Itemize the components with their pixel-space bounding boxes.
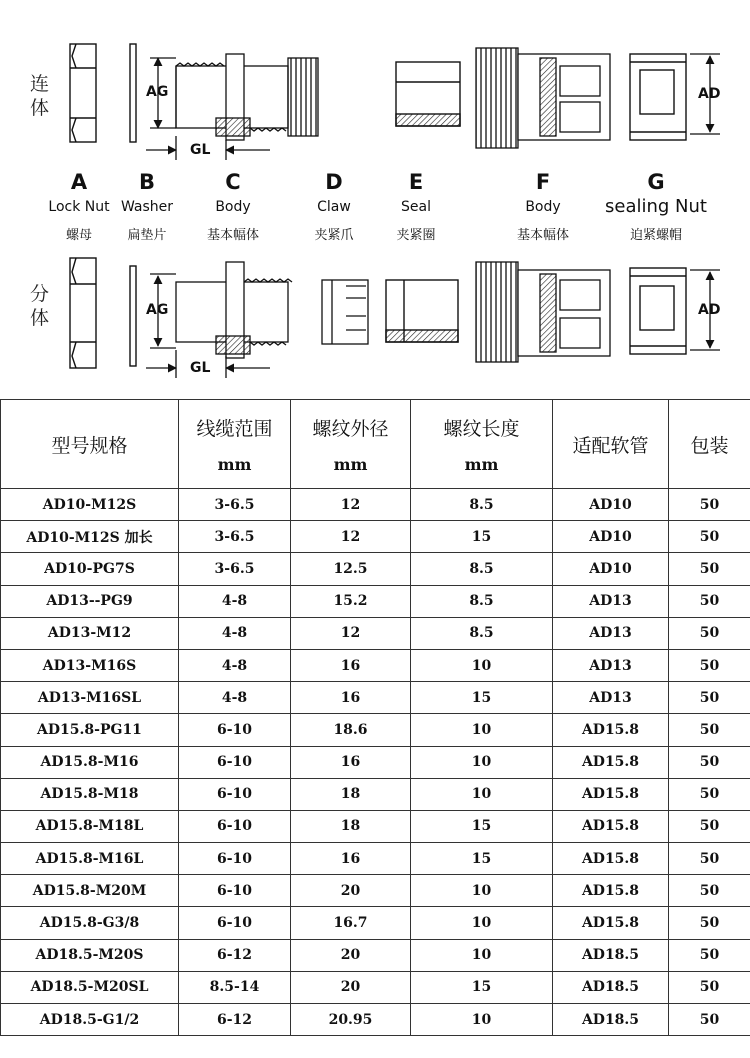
cell-package: 50	[669, 649, 750, 681]
cell-hose: AD18.5	[553, 1004, 669, 1036]
cell-cable-range: 8.5-14	[179, 971, 291, 1003]
cell-hose: AD13	[553, 682, 669, 714]
cell-hose: AD10	[553, 521, 669, 553]
cell-thread-diameter: 15.2	[291, 585, 411, 617]
header-label: 适配软管	[572, 434, 649, 457]
cell-thread-length: 8.5	[411, 553, 553, 585]
table-row	[1, 843, 750, 875]
table-row	[1, 649, 750, 681]
part-name-cn: 螺母	[65, 228, 92, 243]
cell-model: AD18.5-M20S	[1, 939, 179, 971]
cell-cable-range: 6-12	[179, 1004, 291, 1036]
cell-thread-length: 15	[411, 521, 553, 553]
part-letter: C	[225, 170, 241, 194]
cell-thread-length: 15	[411, 810, 553, 842]
cell-package: 50	[669, 553, 750, 585]
table-row	[1, 682, 750, 714]
cell-cable-range: 6-10	[179, 875, 291, 907]
cell-thread-diameter: 20	[291, 875, 411, 907]
table-row	[1, 939, 750, 971]
part-letter: E	[408, 170, 424, 194]
header-hose	[553, 400, 669, 489]
exploded-label	[30, 282, 54, 330]
cell-thread-diameter: 16	[291, 682, 411, 714]
cell-model: AD15.8-M20M	[1, 875, 179, 907]
cell-thread-length: 10	[411, 649, 553, 681]
table-row	[1, 810, 750, 842]
cell-thread-diameter: 20	[291, 971, 411, 1003]
part-letter: D	[325, 170, 343, 194]
header-cable-range	[179, 400, 291, 489]
table-row	[1, 521, 750, 553]
cell-model: AD18.5-G1/2	[1, 1004, 179, 1036]
cell-cable-range: 4-8	[179, 617, 291, 649]
cell-model: AD13--PG9	[1, 585, 179, 617]
cell-thread-length: 10	[411, 746, 553, 778]
cell-thread-length: 10	[411, 778, 553, 810]
cell-cable-range: 3-6.5	[179, 553, 291, 585]
cell-thread-diameter: 12	[291, 521, 411, 553]
table-row	[1, 585, 750, 617]
table-row	[1, 778, 750, 810]
cell-package: 50	[669, 907, 750, 939]
cell-cable-range: 6-10	[179, 907, 291, 939]
cell-hose: AD15.8	[553, 875, 669, 907]
ad-label-bottom: AD	[698, 302, 721, 318]
cell-model: AD15.8-M16L	[1, 843, 179, 875]
gl-label-bottom: GL	[190, 360, 211, 376]
cell-hose: AD10	[553, 489, 669, 521]
cell-package: 50	[669, 778, 750, 810]
cell-thread-length: 10	[411, 714, 553, 746]
cell-thread-length: 15	[411, 682, 553, 714]
technical-drawing	[0, 0, 750, 398]
cell-package: 50	[669, 521, 750, 553]
cell-thread-diameter: 16.7	[291, 907, 411, 939]
cell-package: 50	[669, 489, 750, 521]
seal-assembled	[396, 62, 460, 126]
spec-table	[0, 399, 750, 1036]
cell-model: AD13-M12	[1, 617, 179, 649]
cell-thread-diameter: 18.6	[291, 714, 411, 746]
part-name-en: Body	[215, 199, 251, 215]
cell-model: AD10-M12S	[1, 489, 179, 521]
part-name-cn: 夹紧爪	[314, 228, 354, 243]
part-name-cn: 基本幅体	[516, 228, 569, 243]
table-row	[1, 714, 750, 746]
header-label: 包装	[690, 434, 729, 457]
cell-hose: AD13	[553, 617, 669, 649]
cell-model: AD10-M12S 加长	[1, 521, 179, 553]
part-letter: B	[138, 170, 155, 194]
table-body	[1, 489, 750, 1036]
table-header-row	[1, 400, 750, 489]
cell-cable-range: 6-12	[179, 939, 291, 971]
header-label: 螺纹外径	[312, 418, 389, 440]
header-unit: mm	[333, 455, 368, 474]
cell-hose: AD13	[553, 585, 669, 617]
cell-thread-diameter: 12.5	[291, 553, 411, 585]
cell-thread-length: 8.5	[411, 489, 553, 521]
cell-model: AD13-M16S	[1, 649, 179, 681]
cell-package: 50	[669, 875, 750, 907]
header-unit: mm	[217, 455, 252, 474]
cell-cable-range: 4-8	[179, 682, 291, 714]
table-row	[1, 746, 750, 778]
part-name-en: Claw	[317, 199, 351, 215]
cell-hose: AD15.8	[553, 843, 669, 875]
cell-model: AD15.8-M16	[1, 746, 179, 778]
header-thread-length	[411, 400, 553, 489]
cell-thread-length: 8.5	[411, 585, 553, 617]
washer-exploded	[130, 266, 136, 366]
cell-hose: AD15.8	[553, 746, 669, 778]
cell-model: AD10-PG7S	[1, 553, 179, 585]
part-name-cn: 基本幅体	[206, 228, 259, 243]
cell-package: 50	[669, 939, 750, 971]
table-row	[1, 617, 750, 649]
cell-model: AD15.8-M18	[1, 778, 179, 810]
cell-thread-length: 10	[411, 939, 553, 971]
header-thread-diameter	[291, 400, 411, 489]
cell-package: 50	[669, 617, 750, 649]
cell-package: 50	[669, 843, 750, 875]
cell-model: AD13-M16SL	[1, 682, 179, 714]
cell-cable-range: 6-10	[179, 714, 291, 746]
body-f-assembled	[476, 48, 610, 148]
cell-model: AD15.8-PG11	[1, 714, 179, 746]
cell-package: 50	[669, 971, 750, 1003]
cell-thread-diameter: 12	[291, 617, 411, 649]
assembled-label-text: 连 体	[30, 73, 50, 119]
header-label: 线缆范围	[196, 418, 273, 440]
cell-cable-range: 6-10	[179, 810, 291, 842]
cell-package: 50	[669, 746, 750, 778]
seal-exploded	[386, 280, 458, 342]
cell-cable-range: 3-6.5	[179, 521, 291, 553]
cell-thread-diameter: 16	[291, 649, 411, 681]
sealing-nut-assembled	[630, 54, 686, 140]
part-name-en: Body	[525, 199, 561, 215]
assembled-label	[30, 72, 54, 120]
header-unit: mm	[464, 455, 499, 474]
cell-thread-length: 8.5	[411, 617, 553, 649]
ag-label-top: AG	[146, 84, 169, 100]
cell-hose: AD15.8	[553, 810, 669, 842]
table-row	[1, 489, 750, 521]
cell-hose: AD18.5	[553, 971, 669, 1003]
cell-package: 50	[669, 714, 750, 746]
lock-nut-assembled	[70, 44, 96, 142]
cell-thread-diameter: 20	[291, 939, 411, 971]
body-exploded	[176, 262, 292, 358]
cell-hose: AD15.8	[553, 907, 669, 939]
cell-cable-range: 3-6.5	[179, 489, 291, 521]
cell-thread-diameter: 16	[291, 746, 411, 778]
cell-thread-length: 10	[411, 907, 553, 939]
cell-hose: AD15.8	[553, 714, 669, 746]
part-name-cn: 夹紧圈	[396, 228, 436, 243]
gl-label-top: GL	[190, 142, 211, 158]
claw-exploded	[322, 280, 368, 344]
cell-thread-diameter: 18	[291, 810, 411, 842]
ag-label-bottom: AG	[146, 302, 169, 318]
table-row	[1, 553, 750, 585]
cell-hose: AD15.8	[553, 778, 669, 810]
body-f-exploded	[476, 262, 610, 362]
part-name-en: Lock Nut	[48, 199, 110, 215]
part-letter: F	[535, 170, 551, 194]
cell-package: 50	[669, 682, 750, 714]
lock-nut-exploded	[70, 258, 96, 368]
cell-hose: AD18.5	[553, 939, 669, 971]
header-package	[669, 400, 750, 489]
table-row	[1, 875, 750, 907]
body-assembled	[176, 54, 318, 140]
cell-thread-length: 10	[411, 875, 553, 907]
part-name-cn: 扁垫片	[127, 228, 167, 243]
cell-cable-range: 6-10	[179, 843, 291, 875]
cell-package: 50	[669, 585, 750, 617]
table-row	[1, 1004, 750, 1036]
part-name-cn: 迫紧螺帽	[629, 228, 682, 243]
part-letter: A	[70, 170, 88, 194]
cell-cable-range: 4-8	[179, 585, 291, 617]
cell-hose: AD10	[553, 553, 669, 585]
header-label: 螺纹长度	[443, 418, 520, 440]
cell-package: 50	[669, 1004, 750, 1036]
cell-cable-range: 4-8	[179, 649, 291, 681]
part-name-en: sealing Nut	[605, 196, 707, 217]
exploded-label-text: 分 体	[30, 283, 50, 329]
cell-thread-diameter: 16	[291, 843, 411, 875]
sealing-nut-exploded	[630, 268, 686, 354]
part-name-en: Seal	[401, 199, 431, 215]
table-row	[1, 971, 750, 1003]
part-name-en: Washer	[120, 199, 174, 215]
cell-thread-diameter: 20.95	[291, 1004, 411, 1036]
cell-model: AD15.8-G3/8	[1, 907, 179, 939]
cell-package: 50	[669, 810, 750, 842]
cell-thread-length: 10	[411, 1004, 553, 1036]
cell-thread-diameter: 12	[291, 489, 411, 521]
cell-thread-diameter: 18	[291, 778, 411, 810]
washer-assembled	[130, 44, 136, 142]
header-model	[1, 400, 179, 489]
cell-thread-length: 15	[411, 843, 553, 875]
cell-hose: AD13	[553, 649, 669, 681]
cell-cable-range: 6-10	[179, 778, 291, 810]
header-label: 型号规格	[51, 434, 128, 457]
cell-model: AD15.8-M18L	[1, 810, 179, 842]
ad-label-top: AD	[698, 86, 721, 102]
table-row	[1, 907, 750, 939]
cell-cable-range: 6-10	[179, 746, 291, 778]
part-letter: G	[647, 170, 665, 194]
cell-model: AD18.5-M20SL	[1, 971, 179, 1003]
cell-thread-length: 15	[411, 971, 553, 1003]
